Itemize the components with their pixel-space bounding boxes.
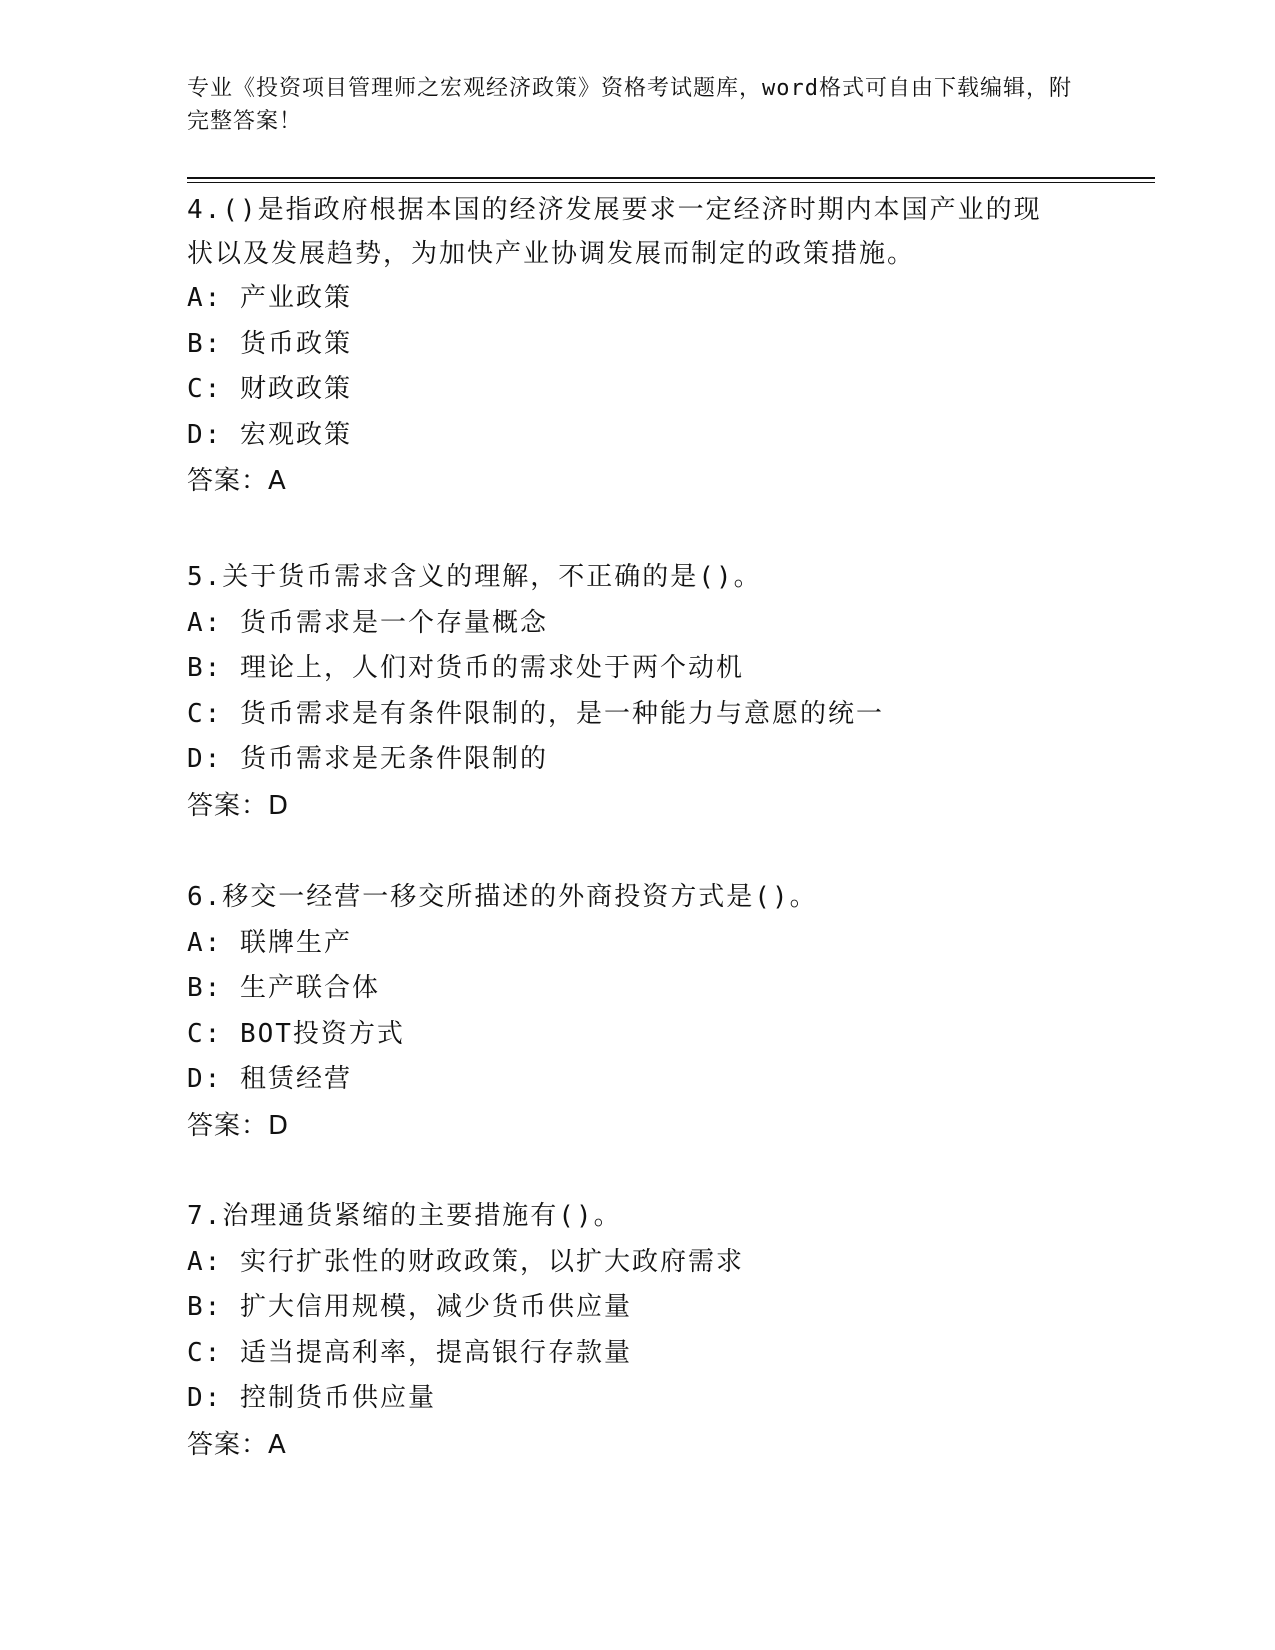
option-c: C: BOT投资方式 [187,1018,405,1049]
answer-line: 答案：D [187,790,290,821]
option-a: A: 产业政策 [187,283,352,313]
question-block [187,1194,1087,1468]
option-b: B: 理论上，人们对货币的需求处于两个动机 [187,653,744,683]
question-stem: 7.治理通货紧缩的主要措施有()。 [187,1201,622,1231]
question-stem: 6.移交一经营一移交所描述的外商投资方式是()。 [187,882,818,912]
header-divider-thick [187,177,1155,179]
option-a: A: 实行扩张性的财政政策，以扩大政府需求 [187,1246,744,1277]
option-d: D: 控制货币供应量 [187,1383,436,1413]
answer-line: 答案：A [187,1429,287,1460]
answer-line: 答案：A [187,466,287,496]
answer-line: 答案：D [187,1110,290,1141]
option-c: C: 适当提高利率，提高银行存款量 [187,1337,632,1368]
question-stem: 5.关于货币需求含义的理解，不正确的是()。 [187,562,762,592]
option-d: D: 宏观政策 [187,419,352,450]
document-header: 专业《投资项目管理师之宏观经济政策》资格考试题库，word格式可自由下载编辑，附完整答案！ [187,76,1072,134]
question-stem: 4.()是指政府根据本国的经济发展要求一定经济时期内本国产业的现状以及发展趋势，为加快产业协调发展而制定的政策措施。 [187,195,1042,269]
option-b: B: 货币政策 [187,328,352,359]
question-block [187,555,1087,829]
option-b: B: 生产联合体 [187,973,380,1003]
option-a: A: 联牌生产 [187,927,352,958]
option-d: D: 货币需求是无条件限制的 [187,744,548,774]
option-b: B: 扩大信用规模，减少货币供应量 [187,1292,632,1322]
question-block [187,188,1087,504]
question-block [187,875,1087,1149]
option-c: C: 财政政策 [187,374,352,404]
header-divider-thin [187,182,1155,183]
option-a: A: 货币需求是一个存量概念 [187,607,548,638]
option-c: C: 货币需求是有条件限制的，是一种能力与意愿的统一 [187,698,884,729]
option-d: D: 租赁经营 [187,1064,352,1094]
